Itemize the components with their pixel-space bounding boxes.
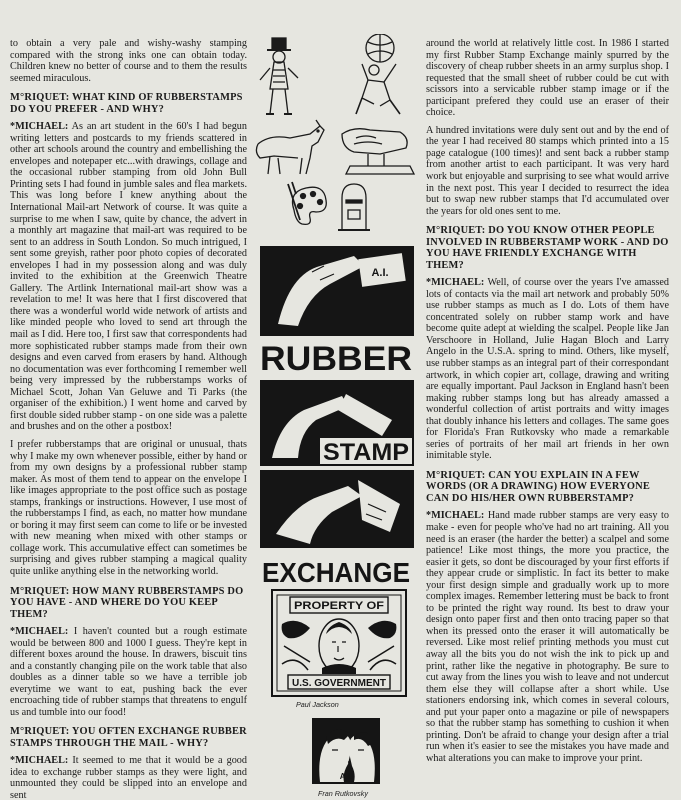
speaker-label: *MICHAEL:	[10, 626, 69, 638]
paragraph-text: I prefer rubberstamps that are original or unusual, thats why I make my own whenever possible, either by hand or from my own designs by a professional rubber stamp maker. As most of them tend to appear on the envelope I like images appropriate to the post office such as postage stamps, frankings or instructions. However, I use most of the rubberstamps I find, as each, no matter how mundane or boring it may first seem can come to life or be invested with new meaning when mixed with other stamps or collage work. This accumulative effect can sometimes be surprising and gives rubber stamping a magical quality quite unlike anything else in the networking world.	[10, 438, 247, 577]
portrait-stamp	[312, 718, 380, 784]
article-paragraph	[426, 510, 669, 764]
exchange-word: EXCHANGE	[262, 557, 410, 588]
uncle-sam-figure-icon	[260, 38, 298, 114]
interview-question: M°RIQUET: DO YOU KNOW OTHER PEOPLE INVOLVED IN RUBBERSTAMP WORK - AND DO YOU HAVE FRIENDLY EXCHANGE WITH THEM?	[426, 225, 669, 271]
paragraph-text: Well, of course over the years I've amassed lots of contacts via the mail art network and probably 50% use rubber stamps as much as I do. Lots of them have concentrated solely on rubber stamp work and have become quite adept at wielding the scalpel. People like Jan Verschoore in Holland, Julie Hagan Bloch and Larry Angelo in the U.S.A. spring to mind. Others, like myself, use rubber stamps as an integral part of their correspondant artwork, in which copier art, collage, drawing and writing are equally important. Paul Jackson in England hasn't been making rubber stamps long but has already amassed a wonderful collection of artist portraits and witty images that doubly inhance his letters and collages. The same goes for Florida's Fran Rutkovsky who made a remarkable series of portraits of her mail art friends in her own inimitable style.	[426, 277, 669, 462]
interview-question: M°RIQUET: CAN YOU EXPLAIN IN A FEW WORDS (OR A DRAWING) HOW EVERYONE CAN DO HIS/HER OWN RUBBERSTAMP?	[426, 469, 650, 504]
property-of-text: PROPERTY OF	[294, 600, 385, 612]
horse-icon	[256, 120, 324, 174]
credit-fran-rutkovsky: Fran Rutkovsky	[318, 789, 368, 798]
paragraph-text: As an art student in the 60's I had begun writing letters and postcards to my friends scattered in other art schools around the country and embellishing the envelopes and notepaper etc...with drawings, collage and the occasional rubber stamping from old John Bull Printing sets I had found in jumble sales and flea markets. This was long before I knew anything about the International Mail-art Network of course. It was quite a surprise to me when I saw, quite by chance, the advert in a monthly art magazine that mail-art was required to be sent to an address in South London. So much intrigued, I sent some greyish, rather poor photo copies of decorated envelopes I had in my possession along and was duly invited to the exhibition at the Greenwich Theatre Gallery. The Artlink International mail-art show was a revelation to me! It was here that I first discovered that there was a wonderful world wide network of artists and like minded people who loved to send art through the mail as I did. Here too, I first saw that correspondents had more sophisticated rubber stamps made from their own designs and even carved from erasers by hand. Although no documentation was ever forthcoming I remember well being very impressed by the rubberstamps works of Michael Scott, Johan Van Geluwe and Ti Parks (the organiser of the exhibition.) I went home and carved by first double sided rubber stamp - on one side was a palette and brushes and on the other a postbox!	[10, 121, 247, 433]
hand-stamping-icon	[342, 129, 414, 174]
speaker-label: *MICHAEL:	[426, 510, 485, 522]
article-paragraph	[10, 439, 247, 578]
article-paragraph	[10, 626, 247, 718]
article-paragraph	[10, 755, 247, 800]
rubber-stamp-exchange-poster	[260, 246, 414, 588]
speaker-label: *MICHAEL:	[426, 277, 485, 289]
interview-question: M°RIQUET: HOW MANY RUBBERSTAMPS DO YOU HAVE - AND WHERE DO YOU KEEP THEM?	[10, 585, 244, 620]
article-paragraph	[10, 121, 247, 433]
paragraph-text: It seemed to me that it would be a good idea to exchange rubber stamps as they were light, and unmounted they could be slipped into an envelope and sent	[10, 755, 247, 800]
portrait-initials: A.I.	[339, 772, 353, 781]
paragraph-text: Hand made rubber stamps are very easy to make - even for people who've had no art training. All you need is an eraser (the harder the better) a scalpel and some patience! Like most things, the more you practice, the easier it gets, so dont be discouraged by your first efforts if they appear crude or simplistic. In fact its better to make your first design simple and gradually work up to more complex images. Remember lettering must be back to front to be printed the right way round. Its best to draw your design onto paper first and then onto tracing paper so that when its pressed onto the eraser it will automatically be reversed. Like most relief printing methods you must cut away all the bits you do not wish the ink to pick up and print, rather like the negative in photography. Be sure to cut away from the lines you wish to leave and not undercut them else they will collapse after a short while. Use stationers endorsing ink, which comes in several colours, and put your paper onto a magazine or pile of newspapers so that the rubber stamp has something to cushion it when printing. Don't be afraid to change your design after a trial run when it's easier to see the mistakes you have made and what alterations you can make to improve your print.	[426, 510, 669, 764]
interview-question: M°RIQUET: YOU OFTEN EXCHANGE RUBBER STAMPS THROUGH THE MAIL - WHY?	[10, 726, 247, 749]
us-government-text: U.S. GOVERNMENT	[292, 677, 387, 689]
speaker-label: *MICHAEL:	[10, 755, 69, 767]
stamp-word: STAMP	[323, 439, 409, 466]
rubber-word: RUBBER	[260, 340, 412, 378]
article-paragraph	[426, 38, 669, 119]
article-paragraph	[10, 38, 247, 84]
paragraph-text: around the world at relatively little cost. In 1986 I started my first Rubber Stamp Exchange mainly spurred by the discovery of cheap rubber sheets in an army surplus shop. I requested that the small sheet of rubber could be cut with scissors into a servicable rubber stamp image or if the participant prefered they could use an eraser of their choice.	[426, 38, 669, 119]
ai-stamp-word: A.I.	[371, 267, 389, 279]
illustration-column	[250, 34, 420, 800]
property-stamp	[272, 590, 406, 696]
left-text-column	[10, 38, 247, 800]
article-paragraph	[426, 125, 669, 217]
paragraph-text: A hundred invitations were duly sent out and by the end of the year I had received 80 stamps which printed into a 15 page catalogue (100 times)! and sent back a rubber stamp from another artist to each participant. It was very hard work but enjoyable and surprising to see what would arrive in the next post. This year I decided to resurrect the idea but to swap new rubber stamps that I'd accumulated over the years for old ones sent to me.	[426, 124, 669, 217]
speaker-label: *MICHAEL:	[10, 121, 69, 133]
interview-question: M°RIQUET: WHAT KIND OF RUBBERSTAMPS DO YOU PREFER - AND WHY?	[10, 92, 243, 115]
right-text-column	[426, 38, 669, 770]
paragraph-text: I haven't counted but a rough estimate would be between 800 and 1000 I guess. They're kept in different boxes around the house. In drawers, biscuit tins and a constantly changing pile on the work table that also doubles as a dinner table so we have a terrible job everytime we want to eat, pushing back the ever encroaching tide of rubber stamps that threatens to engulf us and tumble into our food!	[10, 626, 247, 718]
palette-icon	[288, 182, 326, 224]
credit-paul-jackson: Paul Jackson	[296, 700, 339, 709]
article-paragraph	[426, 277, 669, 462]
paragraph-text: to obtain a very pale and wishy-washy stamping compared with the strong inks one can obtain today. Children knew no better of course and to them the results seemed miraculous.	[10, 38, 247, 84]
postbox-icon	[338, 184, 370, 230]
atlas-figure-icon	[356, 34, 400, 114]
